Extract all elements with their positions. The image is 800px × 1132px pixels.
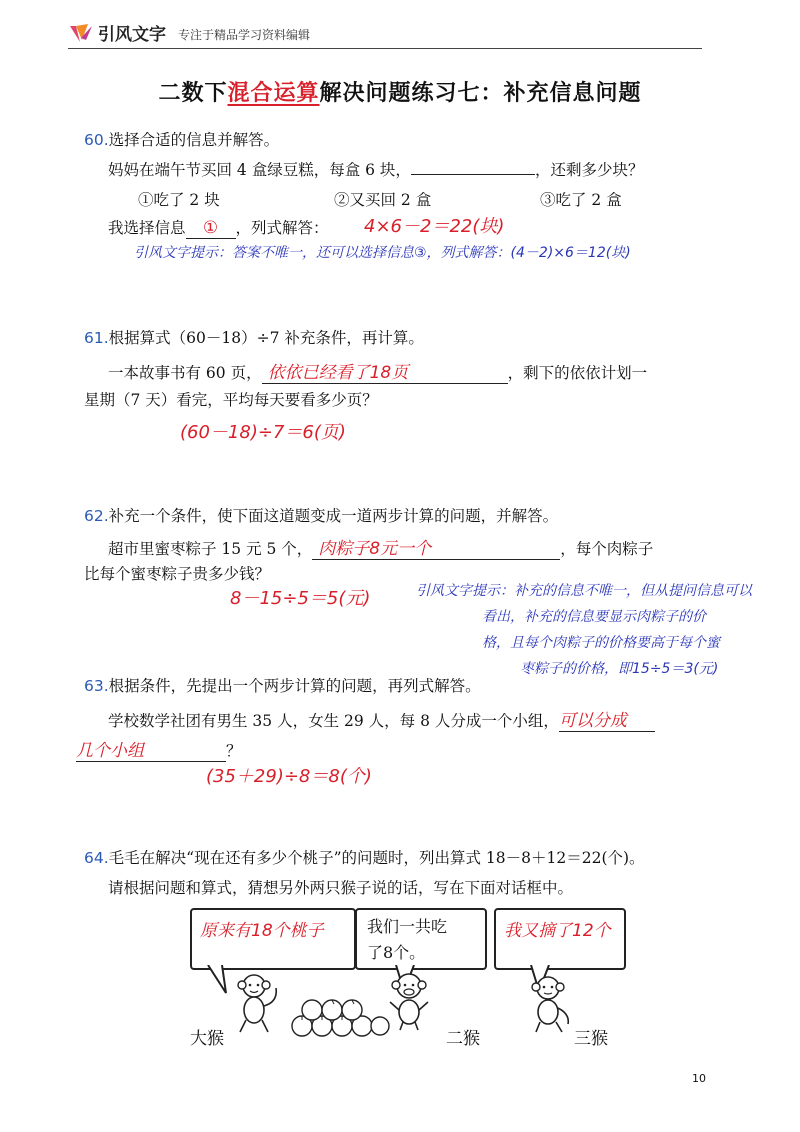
title-part2: 解决问题练习七：补充信息问题 [319, 81, 642, 106]
question-63 [76, 674, 724, 794]
logo-text: 引风文字 [98, 25, 166, 45]
q63-number: 63. [84, 677, 109, 695]
q62-prompt: 补充一个条件，使下面这道题变成一道两步计算的问题，并解答。 [108, 507, 559, 525]
q60-choose-label: 我选择信息 [108, 219, 186, 237]
logo-icon [68, 22, 94, 46]
q64-prompt-2: 请根据问题和算式，猜想另外两只猴子说的话，写在下面对话框中。 [108, 879, 574, 897]
q63-text-a: 学校数学社团有男生 35 人，女生 29 人，每 8 人分成一个小组， [108, 712, 559, 730]
q60-option-1: ①吃了 2 块 [138, 191, 220, 209]
q62-text-b: ，每个肉粽子 [560, 540, 654, 558]
q60-answer: 4×6－2＝22(块) [364, 216, 505, 237]
q62-text-c: 比每个蜜枣粽子贵多少钱？ [84, 565, 271, 583]
q63-fill-a: 可以分成 [558, 711, 627, 731]
header-tagline: 专注于精品学习资料编辑 [178, 28, 311, 42]
bubble-1-text: 原来有18个桃子 [200, 921, 324, 941]
q60-choose-value: ① [202, 218, 219, 238]
title-highlight: 混合运算 [227, 81, 320, 106]
q61-text-b: ，剩下的依依计划一 [507, 364, 648, 382]
q62-hint-line: 格，且每个肉粽子的价格要高于每个蜜 [482, 635, 720, 651]
q62-hint-line: 引风文字提示：补充的信息不唯一，但从提问信息可以 [416, 583, 752, 599]
speech-bubble-3 [494, 908, 626, 970]
q60-text-b: ，还剩多少块？ [534, 161, 644, 179]
monkey-label-big: 大猴 [190, 1029, 224, 1049]
q62-fill: 肉粽子8元一个 [318, 539, 432, 559]
page-title [0, 76, 800, 107]
q63-answer: (35＋29)÷8＝8(个) [206, 766, 372, 787]
q60-prompt: 选择合适的信息并解答。 [108, 131, 280, 149]
speech-bubble-1 [190, 908, 356, 970]
q63-fill-b: 几个小组 [76, 741, 144, 761]
q62-number: 62. [84, 507, 109, 525]
question-60 [84, 128, 724, 288]
bubble-2-line-2: 了8个。 [367, 943, 426, 962]
q61-number: 61. [84, 329, 109, 347]
q60-blank [411, 160, 535, 175]
q60-option-3: ③吃了 2 盒 [540, 191, 622, 209]
q62-text-a: 超市里蜜枣粽子 15 元 5 个， [108, 540, 313, 558]
q61-text-c: 星期（7 天）看完，平均每天要看多少页？ [84, 391, 378, 409]
question-62 [84, 504, 800, 677]
header [68, 18, 708, 50]
q62-hint [416, 578, 752, 682]
q63-prompt: 根据条件，先提出一个两步计算的问题，再列式解答。 [108, 677, 481, 695]
q61-text-a: 一本故事书有 60 页， [108, 364, 262, 382]
q62-answer: 8－15÷5＝5(元) [230, 588, 371, 609]
monkey-label-second: 二猴 [446, 1029, 480, 1049]
monkey-second-icon [384, 970, 434, 1032]
q64-prompt: 毛毛在解决“现在还有多少个桃子”的问题时，列出算式 18－8＋12＝22(个)。 [108, 849, 645, 867]
q61-answer: (60－18)÷7＝6(页) [180, 422, 346, 443]
speech-bubble-2 [355, 908, 487, 970]
q63-question-mark: ？ [226, 742, 242, 760]
peaches-icon [288, 996, 392, 1038]
q60-text-a: 妈妈在端午节买回 4 盒绿豆糕，每盒 6 块， [108, 161, 411, 179]
q60-formula-label: ，列式解答： [235, 219, 329, 237]
q62-hint-line: 看出，补充的信息要显示肉粽子的价 [482, 609, 706, 625]
monkey-label-third: 三猴 [574, 1029, 608, 1049]
page-number: 10 [692, 1072, 706, 1085]
monkey-third-icon [524, 974, 574, 1034]
q61-fill: 依依已经看了18页 [267, 363, 409, 383]
title-part1: 二数下 [158, 81, 228, 106]
q61-prompt: 根据算式（60－18）÷7 补充条件，再计算。 [108, 329, 424, 347]
q60-hint: 引风文字提示：答案不唯一，还可以选择信息③，列式解答：(4－2)×6＝12(块) [134, 245, 631, 261]
question-61 [84, 326, 724, 446]
q60-option-2: ②又买回 2 盒 [334, 191, 432, 209]
bubble-3-text: 我又摘了12个 [504, 921, 611, 941]
bubble-2-line-1: 我们一共吃 [367, 917, 448, 936]
q64-number: 64. [84, 849, 109, 867]
header-rule [68, 48, 702, 49]
monkey-big-icon [228, 972, 288, 1034]
q62-hint-line: 枣粽子的价格，即15÷5＝3(元) [520, 661, 719, 677]
q60-number: 60. [84, 131, 109, 149]
